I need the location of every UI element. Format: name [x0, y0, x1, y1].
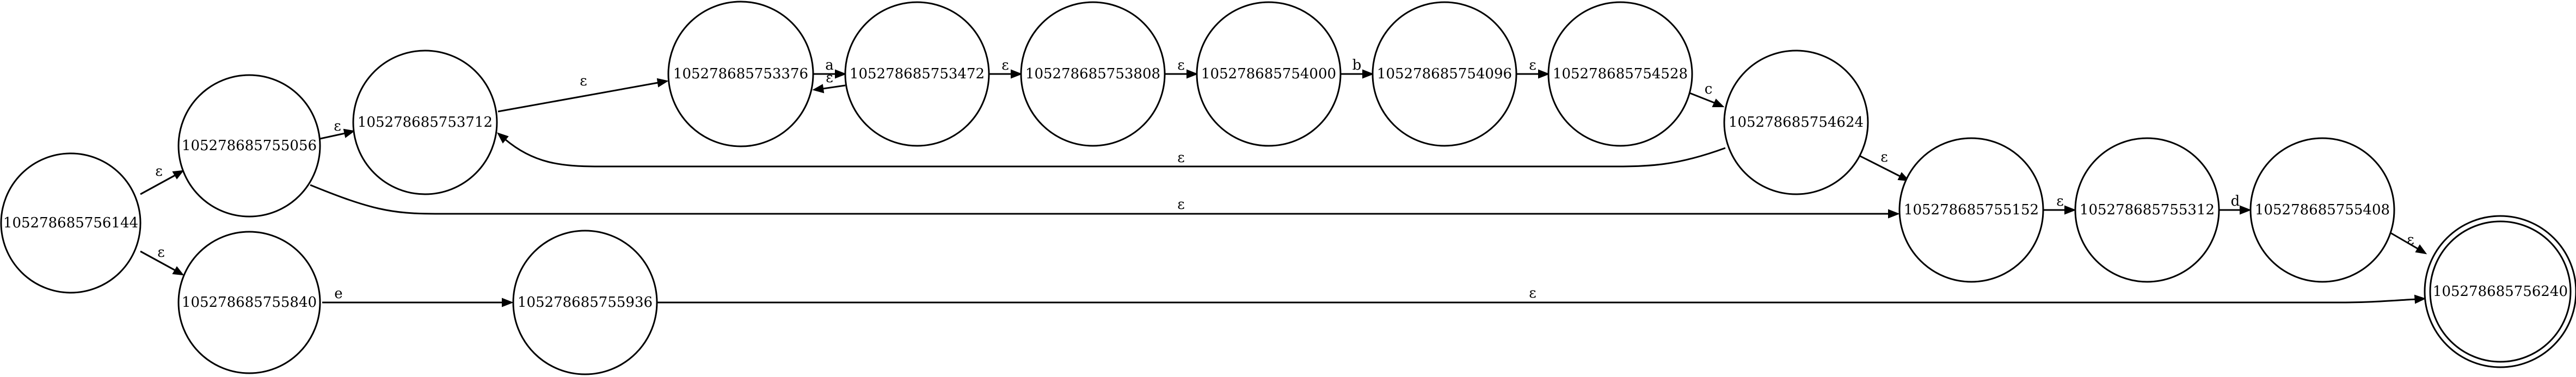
state-label: 105278685756240: [2432, 283, 2568, 300]
edge-label: ε: [826, 70, 833, 86]
state-node-105278685754528: [1548, 2, 1692, 146]
edge-line: [1856, 154, 1900, 176]
state-label: 105278685755056: [181, 138, 317, 154]
edge-label: ε: [1880, 149, 1888, 165]
state-label: 105278685753712: [357, 114, 493, 131]
state-node-105278685755408: [2251, 138, 2394, 282]
edge-6144-to-5056: [140, 163, 183, 194]
edge-arrowhead: [2240, 206, 2250, 214]
edge-5152-to-5312: [2043, 193, 2075, 214]
edge-label: ε: [157, 244, 165, 261]
state-node-105278685756240-accepting: [2425, 216, 2576, 367]
edge-arrowhead: [1713, 100, 1723, 107]
edge-arrowhead: [1363, 70, 1373, 78]
edge-arrowhead: [2065, 206, 2075, 214]
edge-label: ε: [1177, 57, 1185, 73]
state-node-105278685753472: [845, 2, 989, 146]
edge-3808-to-4000: [1165, 57, 1197, 78]
edge-arrowhead: [814, 85, 823, 92]
edge-line: [320, 133, 345, 139]
state-label: 105278685754624: [1728, 114, 1864, 131]
edge-arrowhead: [173, 171, 183, 178]
edge-4096-to-4528: [1517, 57, 1548, 78]
edge-arrowhead: [1187, 70, 1197, 78]
edge-arrowhead: [657, 79, 667, 86]
state-node-105278685755840: [179, 232, 320, 373]
state-node-105278685755936: [513, 231, 657, 374]
state-label: 105278685753376: [673, 66, 809, 82]
edge-label: ε: [155, 163, 163, 180]
state-label: 105278685755408: [2254, 202, 2390, 218]
edge-4000-to-4096: [1341, 57, 1373, 78]
edge-arrowhead: [835, 70, 845, 78]
edge-arrowhead: [1539, 70, 1548, 78]
edge-4528-to-4624: [1688, 81, 1723, 107]
edge-label: a: [825, 57, 834, 73]
state-label: 105278685755840: [181, 294, 317, 311]
state-label: 105278685753472: [849, 66, 985, 82]
state-node-105278685754096: [1373, 2, 1516, 146]
edge-arrowhead: [502, 299, 512, 306]
state-node-105278685755312: [2075, 138, 2219, 282]
edge-arrowhead: [2416, 245, 2426, 254]
state-label: 105278685754096: [1376, 66, 1513, 82]
edge-label: d: [2230, 193, 2240, 209]
edge-line: [657, 299, 2417, 302]
state-node-105278685755152: [1899, 138, 2043, 282]
edge-label: ε: [1001, 57, 1009, 73]
edge-label: ε: [1177, 196, 1185, 213]
edge-line: [505, 139, 1725, 166]
edge-5056-to-5152: [310, 185, 1898, 218]
state-label: 105278685755312: [2079, 202, 2215, 218]
state-node-105278685756144: [1, 153, 140, 293]
edge-label: b: [1352, 57, 1362, 73]
edge-3472-to-3808: [989, 57, 1021, 78]
edge-label: ε: [1177, 150, 1185, 166]
edge-arrowhead: [2415, 295, 2425, 303]
edge-6144-to-5840: [140, 244, 183, 275]
edge-arrowhead: [1011, 70, 1021, 78]
state-node-105278685753376: [668, 2, 813, 146]
edge-label: ε: [2407, 232, 2414, 248]
edge-arrowhead: [1889, 210, 1898, 218]
edge-label: ε: [580, 73, 587, 89]
edge-4624-to-5152: [1856, 149, 1909, 181]
edge-arrowhead: [344, 129, 354, 137]
edge-label: ε: [1529, 57, 1536, 73]
edge-label: ε: [1529, 285, 1536, 301]
state-label: 105278685755936: [517, 294, 653, 311]
edge-line: [498, 83, 658, 112]
state-node-105278685754624: [1724, 51, 1868, 194]
state-label: 105278685755152: [1903, 202, 2039, 218]
edge-label: ε: [2056, 193, 2064, 209]
state-label: 105278685754528: [1552, 66, 1688, 82]
edge-5408-to-6240: [2388, 231, 2426, 254]
state-label: 105278685754000: [1201, 66, 1337, 82]
nodes-layer: [1, 2, 2576, 374]
edge-label: c: [1704, 81, 1713, 97]
edge-label: ε: [334, 118, 341, 134]
edge-5936-to-6240: [657, 285, 2425, 303]
state-node-105278685755056: [179, 75, 320, 217]
state-label: 105278685753808: [1025, 66, 1161, 82]
edge-label: e: [334, 286, 343, 302]
state-node-105278685754000: [1197, 2, 1341, 146]
edge-arrowhead: [173, 267, 183, 275]
edge-line: [310, 185, 1889, 214]
state-label: 105278685756144: [3, 215, 139, 231]
edge-5056-to-3712: [320, 118, 354, 139]
edge-3712-to-3376: [498, 73, 667, 112]
edge-5312-to-5408: [2219, 193, 2250, 214]
state-node-105278685753712: [353, 51, 497, 194]
edge-5840-to-5936: [322, 286, 512, 306]
state-node-105278685753808: [1021, 2, 1165, 146]
